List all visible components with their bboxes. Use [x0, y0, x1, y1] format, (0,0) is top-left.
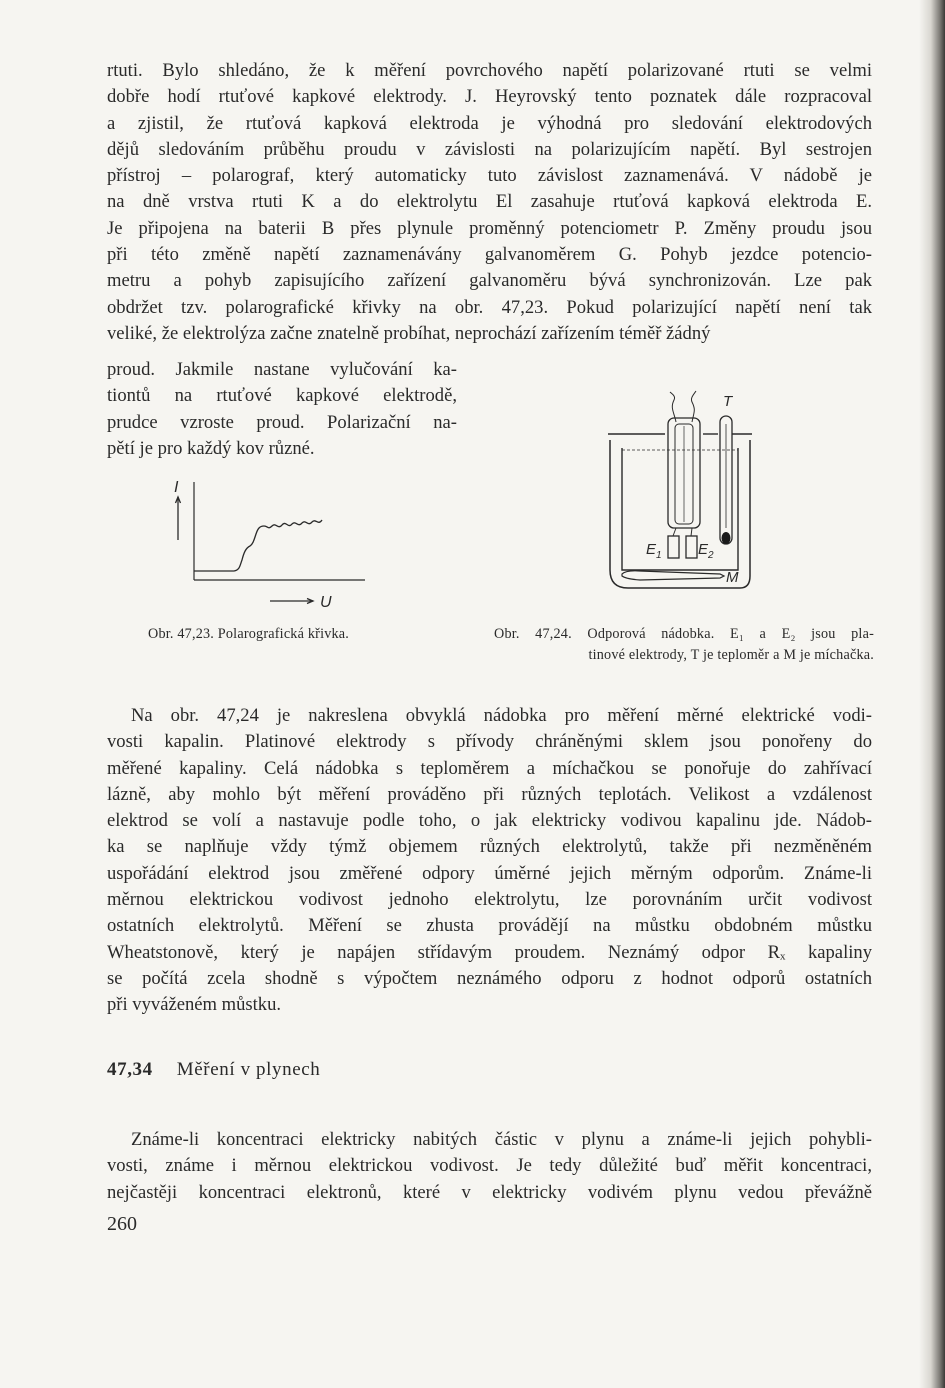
- section-number: 47,34: [107, 1059, 153, 1080]
- figure-caption-47-23: Obr. 47,23. Polarografická křivka.: [148, 626, 350, 642]
- text-line: měřené kapaliny. Celá nádobka s teploměrem a míchačkou se ponořuje do zahřívací: [107, 757, 872, 779]
- book-spine-shadow: [919, 0, 945, 1388]
- text-line: se počítá zcela shodně s výpočtem neznámého odporu z hodnot odporů ostatních: [107, 967, 872, 989]
- text-line: metru a pohyb zapisujícího zařízení galvanoměru bývá synchronizován. Lze pak: [107, 270, 872, 292]
- text-line: při této změně napětí zaznamenávány galvanoměrem G. Pohyb jezdce potencio-: [107, 244, 872, 266]
- paragraph-gas-measurement: [107, 1127, 872, 1206]
- text-line: proud. Jakmile nastane vylučování ka-: [107, 359, 457, 380]
- text-line: ka se naplňuje vždy týmž objemem různých elektrolytů, takže při nezměněném: [107, 836, 872, 858]
- text-line: při vyváženém můstku.: [107, 994, 282, 1016]
- text-line: veliké, že elektrolýza začne znatelně probíhat, neprochází zařízením téměř žádný: [107, 322, 711, 344]
- outer-vessel: [610, 440, 750, 588]
- figure-caption-47-24: [494, 624, 874, 666]
- text-line: elektrod se volí a nastavuje podle toho, o jak elektricky vodivou kapalinu jde. Nádob-: [107, 810, 872, 832]
- paragraph-conductivity-cell: [107, 703, 872, 1019]
- electrode-stem: [691, 528, 692, 536]
- stirrer: [622, 571, 724, 580]
- section-title: Měření v plynech: [176, 1059, 321, 1080]
- text-line: dějů sledováním průběhu proudu v závislosti na polarizujícím napětí. Byl sestrojen: [107, 138, 872, 160]
- text-line: přístroj – polarograf, který automaticky tuto závislost zaznamenává. V nádobě je: [107, 165, 872, 187]
- electrode-plate-1: [668, 536, 679, 558]
- text-line: vosti, známe i měrnou elektrickou vodivost. Je tedy důležité buď měřit koncentraci,: [107, 1155, 872, 1177]
- figure-polarographic-curve: [160, 470, 380, 620]
- text-line: na dně vrstva rtuti K a do elektrolytu El zasahuje rtuťová kapková elektroda E.: [107, 191, 872, 213]
- text-line: nejčastěji koncentraci elektronů, které v elektricky vodivém plynu vedou převážně: [107, 1181, 872, 1203]
- page-number: 260: [107, 1213, 137, 1235]
- caption-line: Obr. 47,24. Odporová nádobka. E₁ a E₂ jsou pla-: [494, 626, 874, 642]
- axis-y-label: I: [174, 479, 179, 496]
- text-line: Je připojena na baterii B přes plynule proměnný potenciometr P. Změny proudu jsou: [107, 217, 872, 239]
- text-line: vosti kapalin. Platinové elektrody s přívody chráněnými sklem jsou ponořeny do: [107, 731, 872, 753]
- electrode-plate-2: [686, 536, 697, 558]
- text-line: lázně, aby mohlo být měření prováděno při různých teplotách. Velikost a vzdálenost: [107, 783, 872, 805]
- axis-x-label: U: [320, 594, 332, 611]
- paragraph-polarograph-tail: [107, 357, 457, 462]
- text-line: uspořádání elektrod jsou změřené odpory úměrné jejich měrným odporům. Známe-li: [107, 862, 872, 884]
- label-stirrer: M: [726, 569, 739, 586]
- text-line: měrnou elektrickou vodivost jednoho elektrolytu, lze porovnáním určit vodivost: [107, 889, 872, 911]
- polarographic-curve: [194, 520, 322, 571]
- text-line: prudce vzroste proud. Polarizační na-: [107, 411, 457, 433]
- text-line: obdržet tzv. polarografické křivky na obr. 47,23. Pokud polarizující napětí není tak: [107, 296, 872, 318]
- thermometer-bulb: [722, 532, 731, 544]
- label-electrode-1: $E_1$: [646, 541, 662, 561]
- paragraph-polarograph: [107, 58, 872, 347]
- text-line: Wheatstonově, který je napájen střídavým proudem. Neznámý odpor Rₓ kapaliny: [107, 941, 872, 963]
- label-thermometer: T: [723, 393, 733, 410]
- electrode-stem: [673, 528, 676, 536]
- figure-conductivity-cell: [600, 388, 760, 598]
- text-line: ostatních elektrolytů. Měření se zhusta provádějí na můstku obdobném můstku: [107, 915, 872, 937]
- text-line: a zjistil, že rtuťová kapková elektroda je výhodná pro sledování elektrodových: [107, 112, 872, 134]
- text-line: rtuti. Bylo shledáno, že k měření povrchového napětí polarizované rtuti se velmi: [107, 60, 872, 81]
- label-electrode-2: $E_2$: [698, 541, 714, 561]
- section-heading: [107, 1059, 320, 1081]
- caption-line: tinové elektrody, T je teploměr a M je míchačka.: [588, 647, 874, 663]
- text-line: pětí je pro každý kov různé.: [107, 437, 315, 459]
- text-line: tiontů na rtuťové kapkové elektrodě,: [107, 385, 457, 407]
- text-line: Na obr. 47,24 je nakreslena obvyklá nádobka pro měření měrné elektrické vodi-: [131, 705, 872, 726]
- text-line: Známe-li koncentraci elektricky nabitých částic v plynu a známe-li jejich pohybli-: [131, 1129, 872, 1150]
- text-line: dobře hodí rtuťové kapkové elektrody. J. Heyrovský tento poznatek dále rozpracoval: [107, 86, 872, 108]
